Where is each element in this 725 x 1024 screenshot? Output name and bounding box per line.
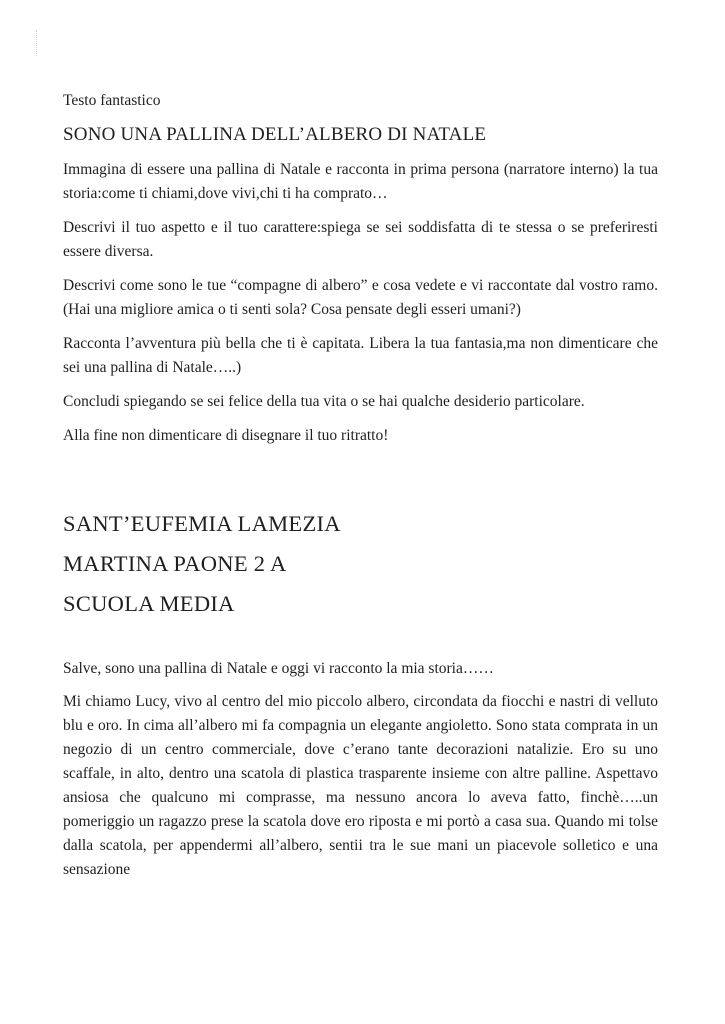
instruction-paragraph: Racconta l’avventura più bella che ti è capitata. Libera la tua fantasia,ma non dimenticare che sei una pallina di Natale…..) — [63, 335, 658, 376]
story-paragraph: Mi chiamo Lucy, vivo al centro del mio piccolo albero, circondata da fiocchi e nastri di velluto blu e oro. In cima all’albero mi fa compagnia un elegante angioletto. Sono stata comprata in un negozio di un centro commerciale, dove c’erano tante decorazioni natalizie. Ero su uno scaffale, in alto, dentro una scatola di plastica trasparente insieme con altre palline. Aspettavo ansiosa che qualcuno mi comprasse, ma nessuno ancora lo aveva fatto, finchè…..un pomeriggio un ragazzo prese la scatola dove ero riposta e mi portò a casa sua. Quando mi tolse dalla scatola, per appendermi all’albero, sentii tra le sue mani un piacevole solletico e una sensazione — [63, 693, 658, 878]
spacer — [63, 634, 658, 660]
instruction-paragraph: Descrivi come sono le tue “compagne di albero” e cosa vedete e vi raccontate dal vostro ramo. (Hai una migliore amica o ti senti sola? Cosa pensate degli esseri umani?) — [63, 277, 658, 318]
assignment-label: Testo fantastico — [63, 92, 161, 109]
instruction-paragraph: Concludi spiegando se sei felice della tua vita o se hai qualche desiderio particolare. — [63, 393, 585, 410]
spacer — [63, 458, 658, 514]
school-heading: SCUOLA MEDIA — [63, 591, 235, 616]
instruction-paragraph: Alla fine non dimenticare di disegnare il tuo ritratto! — [63, 427, 389, 444]
school-location-heading: SANT’EUFEMIA LAMEZIA — [63, 511, 341, 536]
student-heading: MARTINA PAONE 2 A — [63, 551, 287, 576]
scan-mark — [36, 30, 40, 56]
document-content — [63, 92, 658, 892]
story-opening: Salve, sono una pallina di Natale e oggi vi racconto la mia storia…… — [63, 660, 494, 677]
instruction-paragraph: Immagina di essere una pallina di Natale e racconta in prima persona (narratore interno) la tua storia:come ti chiami,dove vivi,chi ti ha comprato… — [63, 161, 658, 202]
instruction-paragraph: Descrivi il tuo aspetto e il tuo carattere:spiega se sei soddisfatta di te stessa o se preferiresti essere diversa. — [63, 219, 658, 260]
assignment-title: SONO UNA PALLINA DELL’ALBERO DI NATALE — [63, 124, 487, 145]
